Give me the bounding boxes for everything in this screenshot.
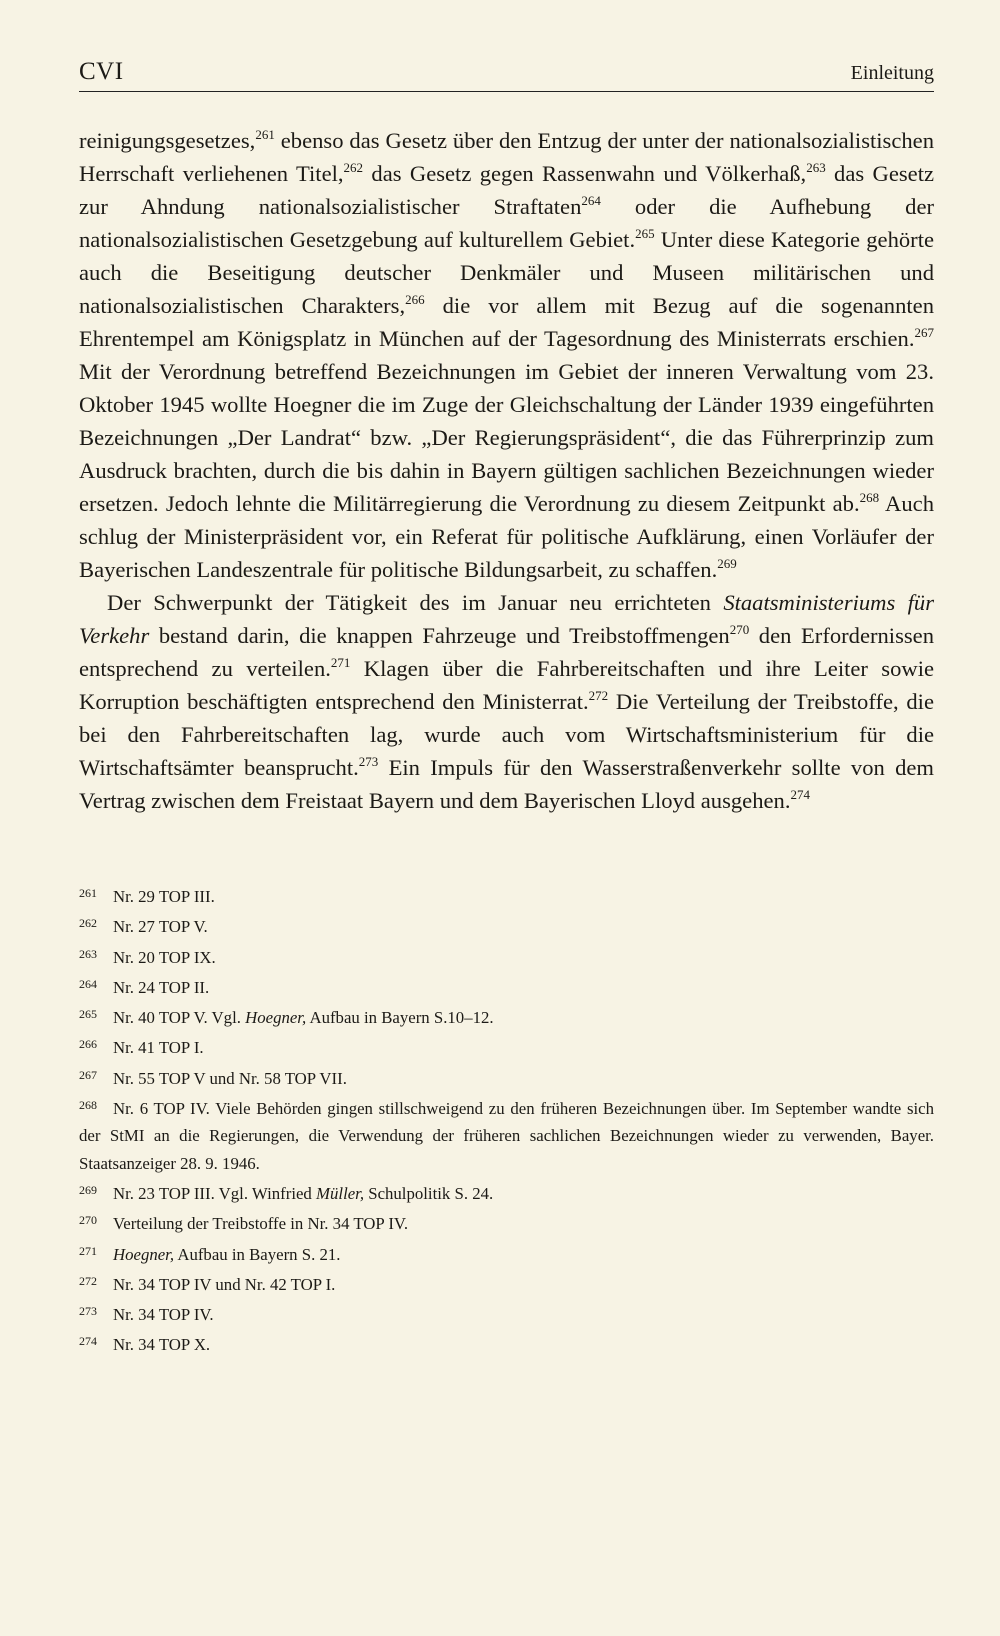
- author-name: Hoegner,: [113, 1244, 175, 1264]
- footnote: [79, 1328, 934, 1358]
- text-run: Der Schwerpunkt der Tätigkeit des im Januar neu errichteten: [107, 590, 724, 615]
- footnotes: [79, 880, 934, 1359]
- footnote-text: Nr. 29 TOP III.: [113, 887, 215, 906]
- footnote-number: 264: [79, 976, 97, 991]
- text-run: das Gesetz zur Ahndung nationalsozialistischer Straftaten: [79, 161, 934, 219]
- footnote: [79, 1092, 934, 1177]
- body-text: [79, 124, 934, 817]
- footnote-text: Nr. 40 TOP V. Vgl.: [113, 1008, 246, 1028]
- text-run: Unter diese Kategorie gehörte auch die Beseitigung deutscher Denkmäler und Museen militärischen und nationalsozialistischen Charakters,: [79, 227, 934, 318]
- footnote-number: 272: [79, 1273, 97, 1288]
- text-run: Mit der Verordnung betreffend Bezeichnungen im Gebiet der inneren Verwaltung vom 23. Oktober 1945 wollte Hoegner die im Zuge der Gleichschaltung der Länder 1939 eingeführten Bezeichnungen „Der Landrat“ bzw. „Der Regierungspräsident“, die das Führerprinzip zum Ausdruck brachten, durch die bis dahin in Bayern gültigen sachlichen Bezeichnungen wieder ersetzen. Jedoch lehnte die Militärregierung die Verordnung zu diesem Zeitpunkt ab.: [79, 359, 934, 516]
- footnote-ref[interactable]: 263: [806, 160, 826, 175]
- paragraph-2: [79, 586, 934, 817]
- footnote: [79, 910, 934, 940]
- footnote: [79, 1062, 934, 1092]
- footnote: [79, 1001, 934, 1031]
- footnote-number: 268: [79, 1098, 97, 1113]
- footnote-number: 265: [79, 1007, 97, 1022]
- footnote-number: 266: [79, 1037, 97, 1052]
- footnote-ref[interactable]: 266: [405, 292, 425, 307]
- footnote-ref[interactable]: 265: [635, 226, 655, 241]
- footnote-text: Verteilung der Treibstoffe in Nr. 34 TOP IV.: [113, 1214, 409, 1234]
- footnote-text: Aufbau in Bayern S.10–12.: [306, 1008, 494, 1028]
- text-run: reinigungsgesetzes,: [79, 128, 256, 153]
- footnote: [79, 1298, 934, 1328]
- text-run: das Gesetz gegen Rassenwahn und Völkerhaß,: [363, 161, 807, 186]
- document-page: [79, 58, 934, 1359]
- footnote-text: Nr. 24 TOP II.: [113, 977, 210, 997]
- footnote-text: Nr. 27 TOP V.: [113, 917, 208, 937]
- running-header: [79, 58, 934, 92]
- footnote-text: Nr. 41 TOP I.: [113, 1038, 204, 1058]
- text-run: Klagen über die Fahrbereitschaften und ihre Leiter sowie Korruption beschäftigten entsprechend den Ministerrat.: [79, 656, 934, 714]
- footnote-ref[interactable]: 272: [588, 688, 609, 703]
- footnote: [79, 941, 934, 971]
- footnote-number: 271: [79, 1243, 97, 1258]
- footnote-text: Nr. 34 TOP IV und Nr. 42 TOP I.: [113, 1274, 336, 1294]
- footnote-text: Nr. 20 TOP IX.: [113, 947, 216, 967]
- page-number: CVI: [79, 58, 124, 85]
- author-name: Müller,: [316, 1183, 365, 1203]
- text-run: Ein Impuls für den Wasserstraßenverkehr sollte von dem Vertrag zwischen dem Freistaat Bayern und dem Bayerischen Lloyd ausgehen.: [79, 755, 934, 813]
- footnote-text: Aufbau in Bayern S. 21.: [174, 1244, 341, 1264]
- footnote-number: 274: [79, 1334, 97, 1349]
- footnote-number: 262: [79, 916, 97, 931]
- footnote-number: 273: [79, 1304, 97, 1319]
- text-run: bestand darin, die knappen Fahrzeuge und Treibstoffmengen: [149, 623, 730, 648]
- footnote: [79, 1268, 934, 1298]
- footnote-ref[interactable]: 262: [343, 160, 364, 175]
- emphasis: Staatsministeriums für Verkehr: [79, 590, 934, 648]
- footnote-number: 263: [79, 946, 97, 961]
- footnote-text: Nr. 34 TOP IV.: [113, 1305, 214, 1325]
- footnote-number: 270: [79, 1213, 97, 1228]
- text-run: Die Verteilung der Treibstoffe, die bei den Fahrbereitschaften lag, wurde auch vom Wirtschaftsministerium für die Wirtschaftsämter beansprucht.: [79, 689, 934, 780]
- footnote-ref[interactable]: 271: [330, 655, 351, 670]
- section-title: Einleitung: [850, 62, 934, 84]
- text-run: Auch schlug der Ministerpräsident vor, ein Referat für politische Aufklärung, einen Vorläufer der Bayerischen Landeszentrale für politische Bildungsarbeit, zu schaffen.: [79, 491, 934, 582]
- footnote-text: Schulpolitik S. 24.: [364, 1183, 494, 1203]
- footnote: [79, 880, 934, 910]
- footnote-ref[interactable]: 274: [790, 787, 810, 802]
- footnote-number: 261: [79, 886, 97, 900]
- text-run: den Erfordernissen entsprechend zu verteilen.: [79, 623, 934, 681]
- footnote-number: 267: [79, 1067, 97, 1082]
- footnote-ref[interactable]: 269: [717, 556, 737, 571]
- footnote-ref[interactable]: 261: [255, 127, 275, 142]
- footnote: [79, 1031, 934, 1061]
- author-name: Hoegner,: [245, 1008, 307, 1028]
- footnote: [79, 1238, 934, 1268]
- footnote-text: Nr. 55 TOP V und Nr. 58 TOP VII.: [113, 1068, 347, 1088]
- text-run: ebenso das Gesetz über den Entzug der unter der nationalsozialistischen Herrschaft verliehenen Titel,: [79, 128, 934, 186]
- footnote-number: 269: [79, 1182, 97, 1197]
- footnote-ref[interactable]: 270: [729, 622, 750, 637]
- footnote: [79, 1207, 934, 1237]
- text-run: oder die Aufhebung der nationalsozialistischen Gesetzgebung auf kulturellem Gebiet.: [79, 194, 935, 252]
- footnote: [79, 1177, 934, 1207]
- footnote-text: Nr. 23 TOP III. Vgl. Winfried: [113, 1183, 317, 1203]
- footnote: [79, 971, 934, 1001]
- footnote-ref[interactable]: 273: [358, 754, 379, 769]
- footnote-ref[interactable]: 267: [914, 325, 934, 340]
- footnote-ref[interactable]: 268: [859, 490, 880, 505]
- paragraph-1: [79, 124, 934, 586]
- footnote-text: Nr. 34 TOP X.: [113, 1335, 211, 1355]
- footnote-text: Nr. 6 TOP IV. Viele Behörden gingen stillschweigend zu den früheren Bezeichnungen über. Im September wandte sich der StMI an die Regierungen, die Verwendung der früheren sachlichen Bezeichnungen wieder zu verwenden, Bayer. Staatsanzeiger 28. 9. 1946.: [79, 1099, 934, 1173]
- footnote-ref[interactable]: 264: [581, 193, 601, 208]
- text-run: die vor allem mit Bezug auf die sogenannten Ehrentempel am Königsplatz in München auf der Tagesordnung des Ministerrats erschien.: [79, 293, 934, 351]
